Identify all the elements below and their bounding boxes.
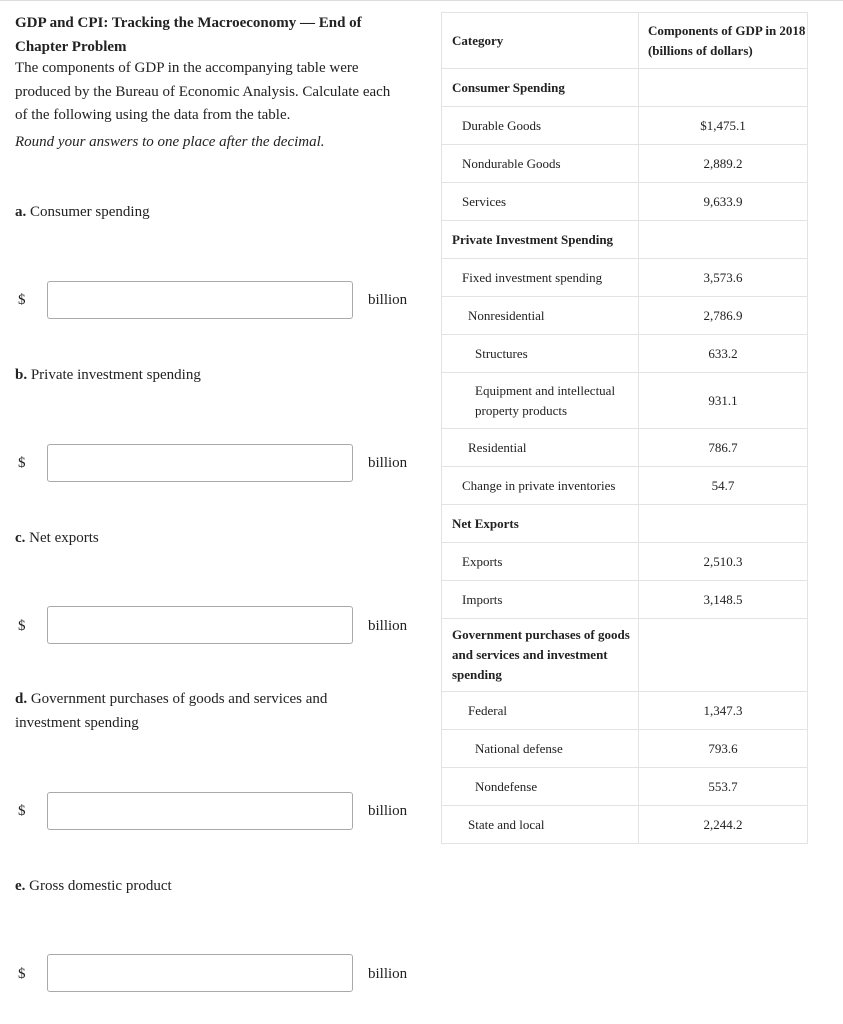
row-label: Change in private inventories	[442, 467, 639, 505]
row-value: $1,475.1	[638, 107, 807, 145]
row-label: Durable Goods	[442, 107, 639, 145]
table-row	[442, 429, 808, 467]
row-value: 54.7	[638, 467, 807, 505]
currency-symbol: $	[18, 803, 26, 819]
row-label: Equipment and intellectual property products	[442, 373, 639, 429]
question-letter: b.	[15, 367, 28, 383]
row-label: Consumer Spending	[442, 69, 639, 107]
table-row	[442, 107, 808, 145]
table-row	[442, 806, 808, 844]
table-row	[442, 221, 808, 259]
question-letter: e.	[15, 878, 26, 894]
table-row	[442, 467, 808, 505]
question-text: Private investment spending	[30, 367, 201, 383]
unit-label: billion	[368, 966, 408, 982]
row-value	[638, 619, 807, 692]
table-row	[442, 259, 808, 297]
row-value	[638, 69, 807, 107]
row-value: 793.6	[638, 730, 807, 768]
table-row	[442, 145, 808, 183]
row-label: Services	[442, 183, 639, 221]
question-text: Gross domestic product	[29, 878, 172, 894]
private-investment-input[interactable]	[47, 444, 353, 482]
question-letter: d.	[15, 691, 28, 707]
gdp-input[interactable]	[47, 954, 353, 992]
consumer-spending-input[interactable]	[47, 281, 353, 319]
question-b	[15, 364, 375, 388]
net-exports-input[interactable]	[47, 606, 353, 644]
gdp-components-table	[441, 12, 808, 844]
row-label: Federal	[442, 692, 639, 730]
row-value: 786.7	[638, 429, 807, 467]
table-row	[442, 505, 808, 543]
table-row	[442, 619, 808, 692]
question-letter: c.	[15, 530, 26, 546]
row-label: Imports	[442, 581, 639, 619]
table-row	[442, 730, 808, 768]
unit-label: billion	[368, 618, 408, 634]
table-header-row	[442, 13, 808, 69]
row-label: National defense	[442, 730, 639, 768]
government-purchases-input[interactable]	[47, 792, 353, 830]
unit-label: billion	[368, 803, 408, 819]
currency-symbol: $	[18, 966, 26, 982]
question-text: Government purchases of goods and services and investment spending	[15, 691, 328, 731]
row-label: Government purchases of goods and services and investment spending	[442, 619, 639, 692]
column-header-category: Category	[442, 13, 639, 69]
question-text: Consumer spending	[30, 204, 150, 220]
currency-symbol: $	[18, 618, 26, 634]
row-value: 9,633.9	[638, 183, 807, 221]
problem-title: GDP and CPI: Tracking the Macroeconomy — End of Chapter Problem	[15, 15, 362, 55]
row-label: Net Exports	[442, 505, 639, 543]
row-value: 553.7	[638, 768, 807, 806]
question-d	[15, 688, 375, 735]
currency-symbol: $	[18, 292, 26, 308]
row-label: Structures	[442, 335, 639, 373]
row-value: 3,573.6	[638, 259, 807, 297]
table-row	[442, 373, 808, 429]
table-row	[442, 69, 808, 107]
rounding-note: Round your answers to one place after the decimal.	[15, 134, 325, 150]
row-label: Nonresidential	[442, 297, 639, 335]
row-label: Nondefense	[442, 768, 639, 806]
problem-intro: The components of GDP in the accompanying table were produced by the Bureau of Economic Analysis. Calculate each of the following using the data from the table.	[15, 60, 391, 123]
row-value: 931.1	[638, 373, 807, 429]
table-row	[442, 297, 808, 335]
unit-label: billion	[368, 455, 408, 471]
row-label: Nondurable Goods	[442, 145, 639, 183]
table-row	[442, 581, 808, 619]
column-header-value: Components of GDP in 2018 (billions of dollars)	[638, 13, 807, 69]
row-value: 2,244.2	[638, 806, 807, 844]
row-value	[638, 221, 807, 259]
table-row	[442, 543, 808, 581]
row-value: 633.2	[638, 335, 807, 373]
row-value	[638, 505, 807, 543]
question-c	[15, 527, 375, 551]
table-row	[442, 183, 808, 221]
table-row	[442, 692, 808, 730]
row-label: Residential	[442, 429, 639, 467]
row-value: 2,510.3	[638, 543, 807, 581]
row-value: 1,347.3	[638, 692, 807, 730]
table-row	[442, 768, 808, 806]
unit-label: billion	[368, 292, 408, 308]
row-value: 3,148.5	[638, 581, 807, 619]
row-label: State and local	[442, 806, 639, 844]
row-label: Fixed investment spending	[442, 259, 639, 297]
top-divider	[0, 0, 843, 1]
row-label: Exports	[442, 543, 639, 581]
question-a	[15, 201, 375, 225]
row-value: 2,889.2	[638, 145, 807, 183]
question-text: Net exports	[29, 530, 99, 546]
question-letter: a.	[15, 204, 27, 220]
table-row	[442, 335, 808, 373]
question-e	[15, 875, 375, 899]
row-label: Private Investment Spending	[442, 221, 639, 259]
currency-symbol: $	[18, 455, 26, 471]
row-value: 2,786.9	[638, 297, 807, 335]
